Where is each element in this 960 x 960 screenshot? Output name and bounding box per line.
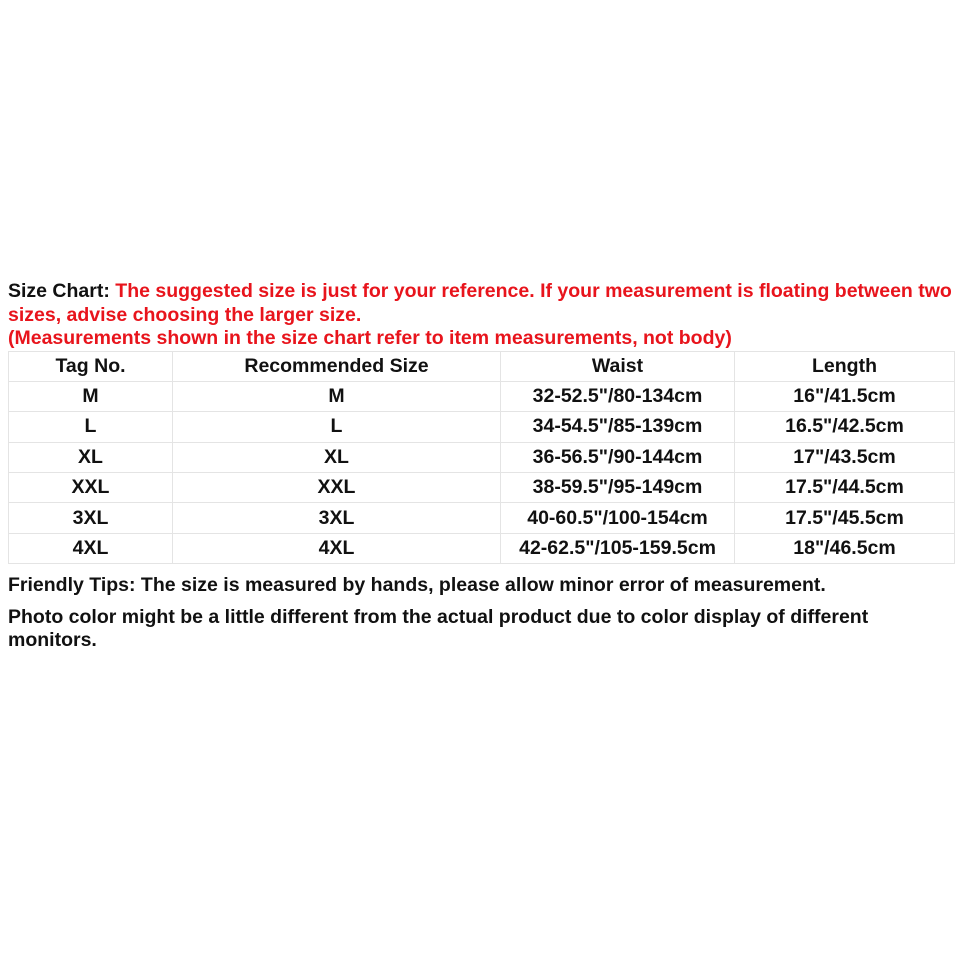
table-row bbox=[9, 442, 955, 472]
cell-length: 17.5"/44.5cm bbox=[735, 473, 955, 503]
table-row bbox=[9, 503, 955, 533]
cell-length: 17.5"/45.5cm bbox=[735, 503, 955, 533]
size-chart-intro bbox=[8, 280, 954, 351]
cell-recommended-size: XL bbox=[173, 442, 501, 472]
cell-recommended-size: L bbox=[173, 412, 501, 442]
cell-length: 17"/43.5cm bbox=[735, 442, 955, 472]
table-row bbox=[9, 533, 955, 563]
header-recommended-size: Recommended Size bbox=[173, 351, 501, 381]
header-waist: Waist bbox=[501, 351, 735, 381]
cell-length: 18"/46.5cm bbox=[735, 533, 955, 563]
measurement-note: (Measurements shown in the size chart refer to item measurements, not body) bbox=[8, 327, 732, 349]
size-chart-document bbox=[8, 280, 954, 653]
cell-tag-no: 4XL bbox=[9, 533, 173, 563]
cell-recommended-size: XXL bbox=[173, 473, 501, 503]
header-tag-no: Tag No. bbox=[9, 351, 173, 381]
cell-tag-no: XXL bbox=[9, 473, 173, 503]
size-chart-label: Size Chart: bbox=[8, 280, 116, 302]
cell-tag-no: M bbox=[9, 381, 173, 411]
cell-tag-no: XL bbox=[9, 442, 173, 472]
table-row bbox=[9, 473, 955, 503]
cell-tag-no: 3XL bbox=[9, 503, 173, 533]
header-length: Length bbox=[735, 351, 955, 381]
cell-recommended-size: M bbox=[173, 381, 501, 411]
table-row bbox=[9, 412, 955, 442]
friendly-tips: Friendly Tips: The size is measured by hands, please allow minor error of measurement. bbox=[8, 574, 826, 597]
cell-waist: 36-56.5"/90-144cm bbox=[501, 442, 735, 472]
cell-recommended-size: 3XL bbox=[173, 503, 501, 533]
cell-length: 16"/41.5cm bbox=[735, 381, 955, 411]
table-header-row bbox=[9, 351, 955, 381]
cell-length: 16.5"/42.5cm bbox=[735, 412, 955, 442]
cell-waist: 32-52.5"/80-134cm bbox=[501, 381, 735, 411]
size-reference-note: The suggested size is just for your reference. If your measurement is floating between two sizes, advise choosing the larger size. bbox=[8, 280, 952, 326]
table-row bbox=[9, 381, 955, 411]
photo-color-note: Photo color might be a little different from the actual product due to color display of different monitors. bbox=[8, 605, 869, 652]
cell-recommended-size: 4XL bbox=[173, 533, 501, 563]
cell-waist: 34-54.5"/85-139cm bbox=[501, 412, 735, 442]
cell-waist: 38-59.5"/95-149cm bbox=[501, 473, 735, 503]
size-table bbox=[8, 351, 955, 565]
cell-waist: 40-60.5"/100-154cm bbox=[501, 503, 735, 533]
cell-waist: 42-62.5"/105-159.5cm bbox=[501, 533, 735, 563]
cell-tag-no: L bbox=[9, 412, 173, 442]
